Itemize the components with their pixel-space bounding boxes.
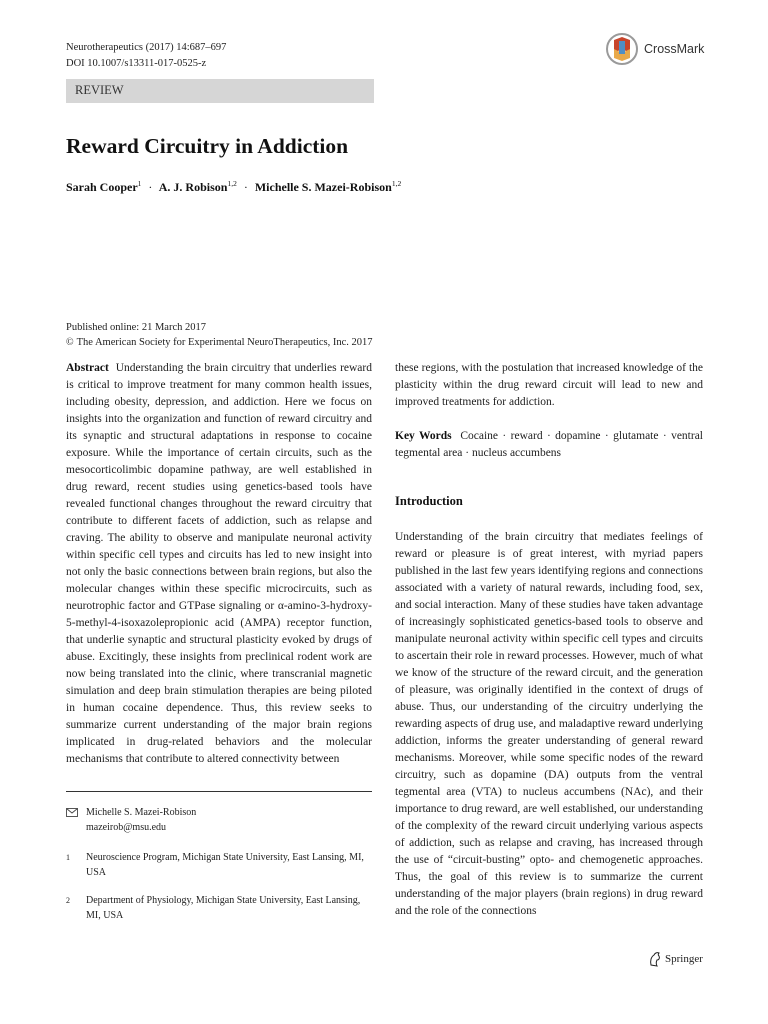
doi[interactable]: DOI 10.1007/s13311-017-0525-z: [66, 58, 207, 69]
crossmark-icon: [606, 33, 638, 65]
author-separator: ·: [243, 180, 248, 194]
article-type-banner: [66, 79, 374, 103]
affiliation-number: 1: [66, 853, 70, 862]
author-list: [66, 179, 401, 195]
keywords-text: Cocaine · reward · dopamine · glutamate · ventral tegmental area · nucleus accumbens: [395, 430, 704, 459]
springer-horse-icon: [648, 951, 662, 967]
footnote-divider: [66, 791, 372, 792]
copyright-text: The American Society for Experimental NeuroTherapeutics, Inc. 2017: [76, 336, 373, 348]
abstract-continuation: these regions, with the postulation that increased knowledge of the plasticity within the drug reward circuit will lead to new and improved treatments for addiction.: [395, 362, 703, 408]
published-online: Published online: 21 March 2017: [66, 322, 206, 333]
article-title: Reward Circuitry in Addiction: [66, 134, 349, 158]
publisher-logo: [648, 951, 703, 967]
affiliation-item: [66, 851, 372, 880]
keywords-label: Key Words: [395, 430, 452, 442]
author-name[interactable]: A. J. Robison: [158, 180, 228, 194]
affiliations: [66, 806, 372, 923]
introduction-paragraph: Understanding of the brain circuitry that mediates feelings of reward or pleasure is of great interest, with myriad papers published in the last few years identifying regions and connections associated with a variety of natural rewards, including food, sex, and social interaction. Many of these studies have taken advantage of increasingly sophisticated genetics-based tools to observe and manipulate neuronal activity within specific cell types and circuits to ascertain their role in reward processes. However, much of what we know of the structure of the reward circuit, and the generation of pleasure, was originally identified in the context of drugs of abuse. Thus, our understanding of the circuitry underlying the rewarding aspects of drug use, and maladaptive reward underlying addiction, informs the greater understanding of general reward mechanisms. Moreover, while some specific nodes of the reward circuitry, such as dopamine (DA) outputs from the ventral tegmental area (VTA) to nucleus accumbens (NAc), and their importance to drug reward, are well established, our understanding of the complexity of the reward circuit underlying various aspects of addiction, such as relapse and craving, has increased through the use of “circuit-busting” opto- and chemogenetic approaches. Thus, the goal of this review is to summarize the current understanding of the major players (brain regions) in drug reward and the role of the connections: [395, 531, 703, 917]
article-type: REVIEW: [75, 83, 124, 97]
copyright-line: [66, 336, 373, 351]
author-separator: ·: [148, 180, 153, 194]
author-affil-sup: 1: [137, 179, 142, 188]
affiliation-number: 2: [66, 896, 70, 905]
abstract-text: Understanding the brain circuitry that underlies reward is critical to improve treatment for many common health issues, including obesity, depression, and addiction. Here we focus on insights into the organization and function of reward circuitry and its synaptic and structural adaptations in response to cocaine exposure. While the importance of certain circuits, such as the mesocorticolimbic dopamine pathway, are well established in drug reward, recent studies using genetics-based tools have revealed functional changes throughout the reward circuitry that contribute to different facets of addiction, such as relapse and craving. The ability to observe and manipulate neuronal activity within specific cell types and circuits has led to new insight into not only the basic connections between brain regions, but also the molecular changes within these specific microcircuits, such as neurotrophic factor and GTPase signaling or α-amino-3-hydroxy-5-methyl-4-isoxazolepropionic acid (AMPA) receptor function, that underlie synaptic and structural plasticity evoked by drugs of abuse. Excitingly, these insights from preclinical rodent work are now being translated into the clinic, where transcranial magnetic simulation and deep brain stimulation therapies are being piloted in human cocaine dependence. Thus, this review seeks to summarize current understanding of the major brain regions implicated in drug-related behaviors and the molecular mechanisms that contribute to altered connectivity between: [66, 362, 372, 765]
crossmark-badge[interactable]: [606, 33, 706, 65]
correspondence-row: [66, 806, 372, 835]
publisher-name: Springer: [665, 953, 703, 965]
journal-meta: [66, 40, 226, 72]
affiliation-text: Neuroscience Program, Michigan State University, East Lansing, MI, USA: [86, 852, 364, 878]
publication-info: [66, 321, 373, 350]
affiliation-text: Department of Physiology, Michigan State University, East Lansing, MI, USA: [86, 895, 361, 921]
affiliation-item: [66, 894, 372, 923]
section-heading-introduction: Introduction: [395, 494, 463, 508]
copyright-symbol: ©: [66, 336, 74, 348]
author-name[interactable]: Sarah Cooper: [66, 180, 138, 194]
author-name[interactable]: Michelle S. Mazei-Robison: [254, 180, 392, 194]
crossmark-label: CrossMark: [644, 42, 705, 56]
author-affil-sup: 1,2: [227, 179, 237, 188]
left-column: [66, 360, 372, 768]
journal-citation: Neurotherapeutics (2017) 14:687–697: [66, 42, 227, 53]
correspondence-name: Michelle S. Mazei-Robison: [86, 807, 197, 818]
keywords-paragraph: [395, 428, 703, 462]
abstract-paragraph: [66, 360, 372, 768]
right-column: [395, 360, 703, 920]
correspondence-email[interactable]: mazeirob@msu.edu: [86, 821, 167, 833]
author-affil-sup: 1,2: [391, 179, 402, 188]
abstract-label: Abstract: [66, 362, 109, 374]
envelope-icon: [66, 808, 78, 817]
